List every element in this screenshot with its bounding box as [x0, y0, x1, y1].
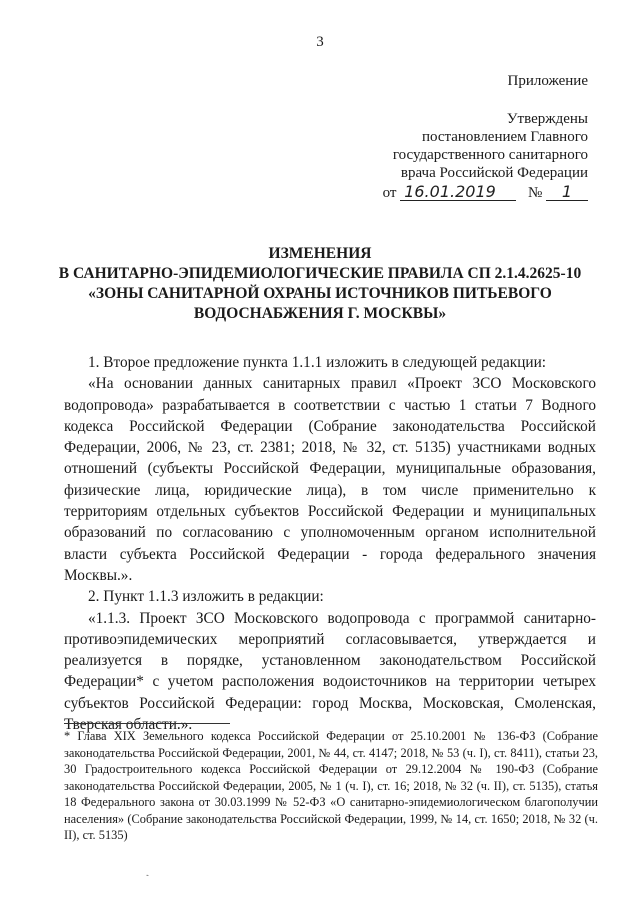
approval-block	[383, 110, 588, 202]
title-line-3: «ЗОНЫ САНИТАРНОЙ ОХРАНЫ ИСТОЧНИКОВ ПИТЬЕВОГО	[88, 285, 552, 302]
document-body	[64, 352, 596, 735]
handwritten-number: 1	[546, 184, 588, 201]
approval-line-1: Утверждены	[506, 111, 588, 127]
paragraph-3: 2. Пункт 1.1.3 изложить в редакции:	[88, 588, 324, 606]
paragraph-4: «1.1.3. Проект ЗСО Московского водопровода с программой санитарно-противоэпидемических мероприятий согласовывается, утверждается и реализуется в порядке, установленном законодательством Российской Федерации* с учетом расположения водоисточников на территории четырех субъектов Российской Федерации: город Москва, Московская, Смоленская, Тверская области.».	[64, 609, 596, 734]
footnote-divider	[64, 723, 230, 724]
document-title	[40, 244, 600, 324]
scan-artifact-mark: ˋ	[145, 872, 153, 886]
paragraph-2: «На основании данных санитарных правил «Проект ЗСО Московского водопровода» разрабатывается в соответствии с частью 1 статьи 7 Водного кодекса Российской Федерации (Собрание законодательства Российской Федерации, 2006, № 23, ст. 2381; 2018, № 32, ст. 5135) участниками водных отношений (субъекты Российской Федерации, муниципальные образования, физические лица, юридические лица), в том числе применительно к территориям отдельных субъектов Российской Федерации и муниципальных образований по согласованию с уполномоченным органом исполнительной власти субъекта Российской Федерации - города федерального значения Москвы.».	[64, 375, 596, 584]
approval-line-4: врача Российской Федерации	[400, 165, 588, 181]
paragraph-1: 1. Второе предложение пункта 1.1.1 изложить в следующей редакции:	[88, 354, 547, 371]
title-line-4: ВОДОСНАБЖЕНИЯ Г. МОСКВЫ»	[193, 305, 447, 322]
annex-label: Приложение	[507, 73, 588, 89]
approval-line-2: постановлением Главного	[421, 129, 588, 145]
footnote: * Глава XIX Земельного кодекса Российской Федерации от 25.10.2001 № 136-ФЗ (Собрание законодательства Российской Федерации, 2001, № 44, ст. 4147; 2018, № 53 (ч. I), ст. 8411), статьи 23, 30 Градостроительного кодекса Российской Федерации от 29.12.2004 № 190-ФЗ (Собрание законодательства Российской Федерации, 2005, № 1 (ч. I), ст. 16; 2018, № 32 (ч. II), ст. 5135), статья 18 Федерального закона от 30.03.1999 № 52-ФЗ «О санитарно-эпидемиологическом благополучии населения» (Собрание законодательства Российской Федерации, 1999, № 14, ст. 1650; 2018, № 32 (ч. II), ст. 5135)	[64, 729, 598, 842]
number-prefix: №	[527, 185, 543, 201]
date-prefix: от	[382, 185, 397, 201]
approval-line-3: государственного санитарного	[392, 147, 588, 163]
title-line-1: ИЗМЕНЕНИЯ	[268, 245, 372, 262]
page-number: 3	[316, 34, 324, 50]
title-line-2: В САНИТАРНО-ЭПИДЕМИОЛОГИЧЕСКИЕ ПРАВИЛА СП 2.1.4.2625-10	[58, 265, 582, 282]
handwritten-date: 16.01.2019	[400, 184, 516, 201]
approval-date-line	[383, 184, 588, 202]
